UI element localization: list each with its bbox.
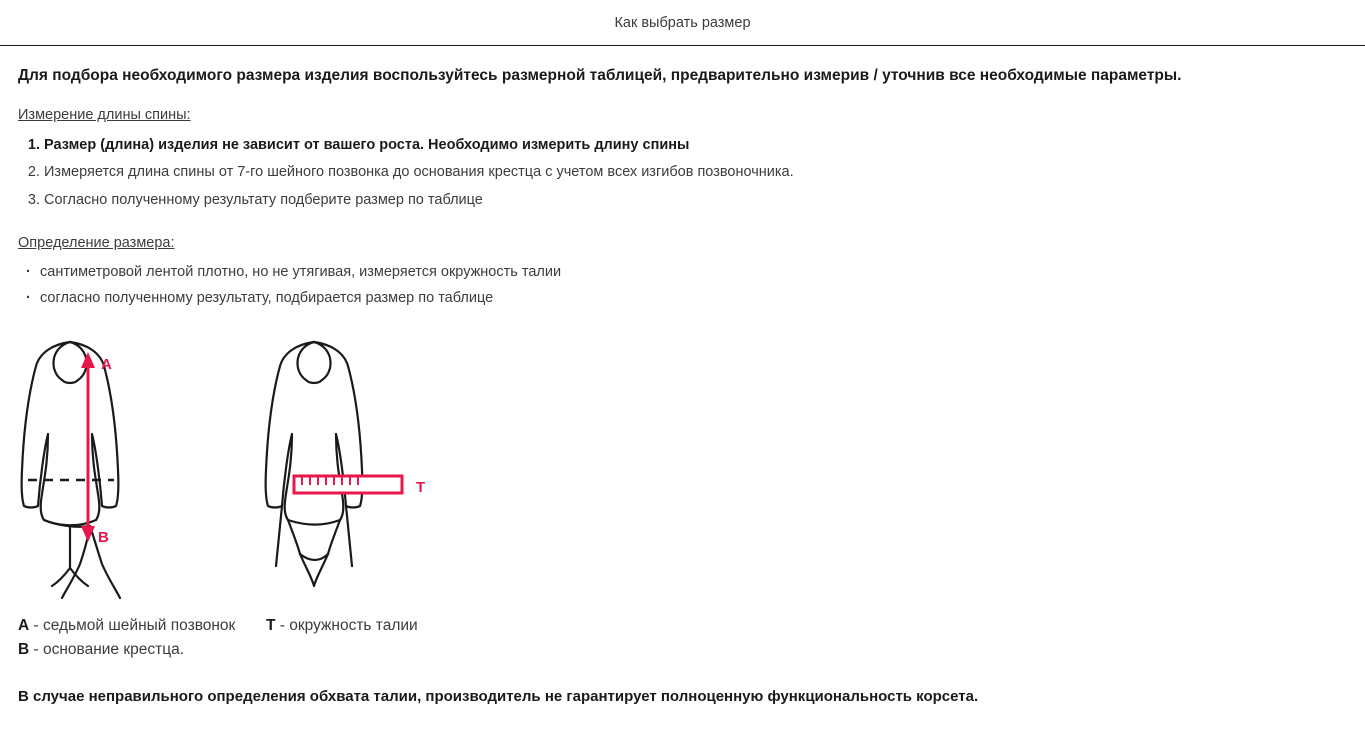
lead-paragraph: Для подбора необходимого размера изделия воспользуйтесь размерной таблицей, предварительно измерив / уточнив все необходимые параметры. [18,67,1182,84]
legend-key-b: B [18,641,30,659]
legend-column-ab [18,614,266,662]
back-measure-heading: Измерение длины спины: [18,106,191,123]
figure-label-a: A [101,356,112,374]
figure-label-t: T [416,479,426,497]
body-measurement-diagram [18,330,478,610]
list-item: 2. Измеряется длина спины от 7-го шейного позвонка до основания крестца с учетом всех изгибов позвоночника. [44,159,1347,187]
measuring-tape [294,476,402,493]
legend-text-a: - седьмой шейный позвонок [29,617,236,635]
back-measure-steps [18,132,1347,215]
legend-text-t: - окружность талии [275,617,418,635]
legend-item-t [266,614,566,638]
page-title: Как выбрать размер [614,14,751,31]
list-item: · согласно полученному результату, подбирается размер по таблице [40,285,1347,312]
legend-column-t [266,614,566,662]
legend-text-b: - основание крестца. [29,641,185,659]
footer-warning: В случае неправильного определения обхвата талии, производитель не гарантирует полноценную функциональность корсета. [18,688,979,706]
page-content [0,66,1365,705]
figure-label-b: B [98,529,109,547]
page-header [0,0,1365,46]
legend-item-a [18,614,266,638]
legend-key-a: A [18,617,30,635]
legend-item-b [18,638,266,662]
list-item: 1. Размер (длина) изделия не зависит от вашего роста. Необходимо измерить длину спины [44,132,1347,160]
list-item: · сантиметровой лентой плотно, но не утягивая, измеряется окружность талии [40,259,1347,286]
legend-key-t: T [266,617,276,635]
size-determination-bullets [18,259,1347,313]
figure-legend [18,614,1347,662]
list-item: 3. Согласно полученному результату подберите размер по таблице [44,187,1347,215]
measurement-figures [18,330,1347,610]
size-determination-heading: Определение размера: [18,234,175,251]
